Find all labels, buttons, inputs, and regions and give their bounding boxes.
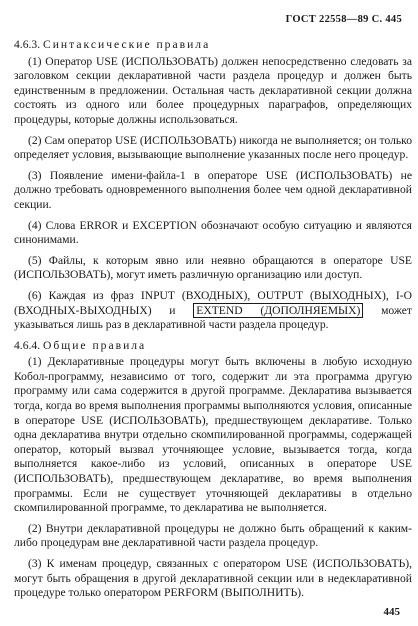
syntax-rule-5: (5) Файлы, к которым явно или неявно обращаются в операторе USE (ИСПОЛЬЗОВАТЬ), могут иметь различную организацию или доступ. [14,253,412,282]
syntax-rule-6-start: (6) Каждая из фраз INPUT (ВХОДНЫХ), OUTPUT (ВЫХОДНЫХ), I-O (ВХОДНЫХ-ВЫХОДНЫХ) и [14,288,412,317]
section-heading-general-rules [14,339,412,354]
extend-framed-phrase: EXTEND (ДОПОЛНЯЕМЫХ) [193,303,363,318]
section-heading-syntax-rules [14,38,412,53]
page-number: 445 [383,606,400,618]
general-rule-2: (2) Внутри декларативной процедуры не должно быть обращений к каким-либо процедурам вне декларативной части раздела процедур. [14,521,412,550]
syntax-rule-4: (4) Слова ERROR и EXCEPTION обозначают особую ситуацию и являются синонимами. [14,218,412,247]
syntax-rule-3: (3) Появление имени-файла-1 в операторе USE (ИСПОЛЬЗОВАТЬ) не должно требовать одновременного выполнения более чем одной декларативной секции. [14,168,412,211]
general-rule-3: (3) К именам процедур, связанных с оператором USE (ИСПОЛЬЗОВАТЬ), могут быть обращения в другой декларативной секции или в недекларативной процедуре только оператором PERFORM (ВЫПОЛНИТЬ). [14,557,412,600]
general-rule-1: (1) Декларативные процедуры могут быть включены в любую исходную Кобол-программу, независимо от того, содержит ли эта программа другую программу или сама содержится в другой программе. Декларатива вызывается тогда, когда во время выполнения программы выполняются условия, описанные в операторе USE (ИСПОЛЬЗОВАТЬ), предшествующем декларативе. Только одна декларатива внутри отдельно скомпилированной программы, содержащей оператор, который вызвал уточняющее условие, вызывается тогда, когда выполняется какое-либо из условий, описанных в операторе USE (ИСПОЛЬЗОВАТЬ), предшествующем декларативе, во время выполнения программы. Если не существует уточняющей декларативы в отдельно скомпилированной программе, то декларатива не выполняется. [14,355,412,515]
section-number: 4.6.3. [14,38,41,51]
syntax-rule-1: (1) Оператор USE (ИСПОЛЬЗОВАТЬ) должен непосредственно следовать за заголовком секции декларативной части раздела процедур и должен быть единственным в предложении. Остальная часть декларативной секции должна состоять из одного или более процедурных параграфов, определяющих процедуры, которые должны использоваться. [14,54,412,126]
section-title: Синтаксические правила [43,38,211,51]
document-body [14,38,412,604]
section-number: 4.6.4. [14,338,41,352]
syntax-rule-6-end: может указываться лишь раз в декларативной части раздела процедур. [14,303,412,332]
syntax-rule-6 [14,289,412,333]
section-title: Общие правила [43,338,147,352]
syntax-rule-2: (2) Сам оператор USE (ИСПОЛЬЗОВАТЬ) никогда не выполняется; он только определяет условия, вызывающие выполнение указанных после него процедур. [14,133,412,162]
page-header: ГОСТ 22558—89 С. 445 [285,14,402,25]
